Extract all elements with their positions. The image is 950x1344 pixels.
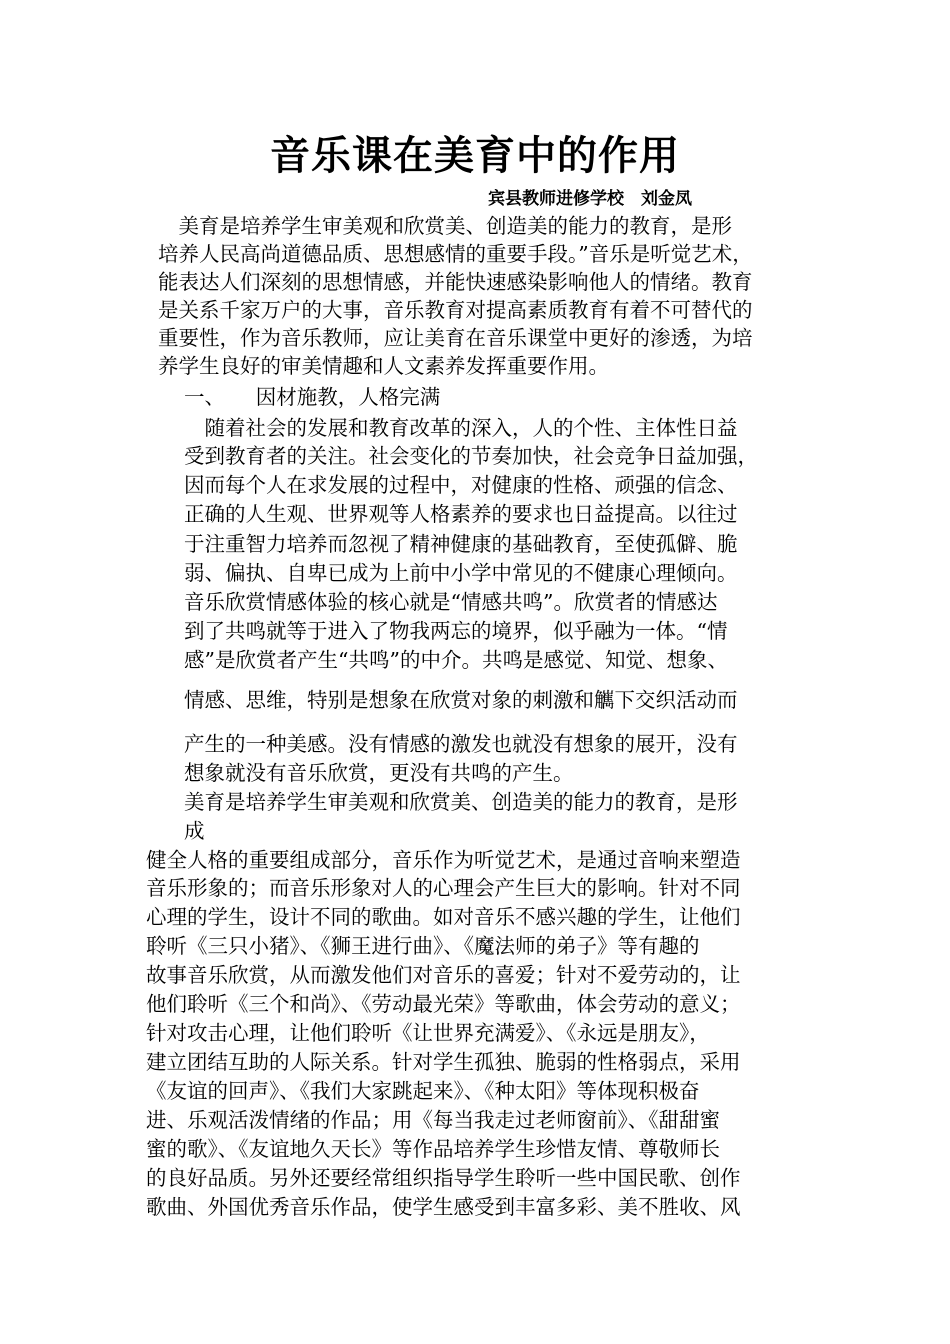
paragraph-line: 到了共鸣就等于进入了物我两忘的境界，似乎融为一体。“情 [184, 619, 728, 643]
paragraph-line: 随着社会的发展和教育改革的深入，人的个性、主体性日益 [184, 416, 738, 440]
paragraph-line: 成 [184, 819, 205, 843]
paragraph-line: 重要性，作为音乐教师，应让美育在音乐课堂中更好的渗透，为培 [158, 326, 753, 350]
paragraph-line: 弱、偏执、自卑已成为上前中小学中常见的不健康心理倾向。 [184, 561, 738, 585]
paragraph-line: 音乐欣赏情感体验的核心就是“情感共鸣”。欣赏者的情感达 [184, 590, 718, 614]
paragraph-line: 养学生良好的审美情趣和人文素养发挥重要作用。 [158, 354, 609, 378]
section-heading: 一、 因材施教，人格完满 [184, 385, 441, 409]
paragraph-line: 的良好品质。另外还要经常组织指导学生聆听一些中国民歌、创作 [146, 1166, 741, 1190]
paragraph-line: 蜜的歌》、《友谊地久天长》等作品培养学生珍惜友情、尊敬师长 [146, 1137, 720, 1161]
paragraph-line: 能表达人们深刻的思想情感，并能快速感染影响他人的情绪。教育 [158, 270, 753, 294]
document-author: 宾县教师进修学校 刘金凤 [488, 189, 692, 209]
paragraph-line: 想象就没有音乐欣赏，更没有共鸣的产生。 [184, 761, 574, 785]
paragraph-line: 音乐形象的；而音乐形象对人的心理会产生巨大的影响。针对不同 [146, 876, 741, 900]
paragraph-line: 是关系千家万户的大事，音乐教育对提高素质教育有着不可替代的 [158, 298, 753, 322]
paragraph-line: 情感、思维，特别是想象在欣赏对象的刺激和觽下交织活动而 [184, 688, 738, 712]
paragraph-line: 于注重智力培养而忽视了精神健康的基础教育，至使孤僻、脆 [184, 532, 738, 556]
document-title: 音乐课在美育中的作用 [270, 132, 680, 179]
paragraph-line: 《友谊的回声》、《我们大家跳起来》、《种太阳》等体现积极奋 [146, 1079, 700, 1103]
paragraph-line: 受到教育者的关注。社会变化的节奏加快，社会竞争日益加强， [184, 444, 758, 468]
paragraph-line: 歌曲、外国优秀音乐作品，使学生感受到丰富多彩、美不胜收、风 [146, 1195, 741, 1219]
paragraph-line: 健全人格的重要组成部分，音乐作为听觉艺术，是通过音响来塑造 [146, 848, 741, 872]
paragraph-line: 美育是培养学生审美观和欣赏美、创造美的能力的教育，是形 [184, 790, 738, 814]
paragraph-line: 因而每个人在求发展的过程中，对健康的性格、顽强的信念、 [184, 473, 738, 497]
paragraph-line: 针对攻击心理，让他们聆听《让世界充满爱》、《永远是朋友》， [146, 1021, 710, 1045]
paragraph-line: 他们聆听《三个和尚》、《劳动最光荣》等歌曲，体会劳动的意义； [146, 992, 741, 1016]
paragraph-line: 心理的学生，设计不同的歌曲。如对音乐不感兴趣的学生，让他们 [146, 905, 741, 929]
paragraph-line: 感”是欣赏者产生“共鸣”的中介。共鸣是感觉、知觉、想象、 [184, 648, 728, 672]
paragraph-line: 聆听《三只小猪》、《狮王进行曲》、《魔法师的弟子》等有趣的 [146, 934, 700, 958]
paragraph-line: 产生的一种美感。没有情感的激发也就没有想象的展开，没有 [184, 732, 738, 756]
paragraph-line: 故事音乐欣赏，从而激发他们对音乐的喜爱；针对不爱劳动的，让 [146, 963, 741, 987]
paragraph-line: 进、乐观活泼情绪的作品；用《每当我走过老师窗前》、《甜甜蜜 [146, 1108, 720, 1132]
paragraph-line: 培养人民高尚道德品质、思想感情的重要手段。”音乐是听觉艺术， [158, 242, 753, 266]
paragraph-line: 美育是培养学生审美观和欣赏美、创造美的能力的教育，是形 [158, 214, 732, 238]
paragraph-line: 建立团结互助的人际关系。针对学生孤独、脆弱的性格弱点，采用 [146, 1050, 741, 1074]
paragraph-line: 正确的人生观、世界观等人格素养的要求也日益提高。以往过 [184, 502, 738, 526]
